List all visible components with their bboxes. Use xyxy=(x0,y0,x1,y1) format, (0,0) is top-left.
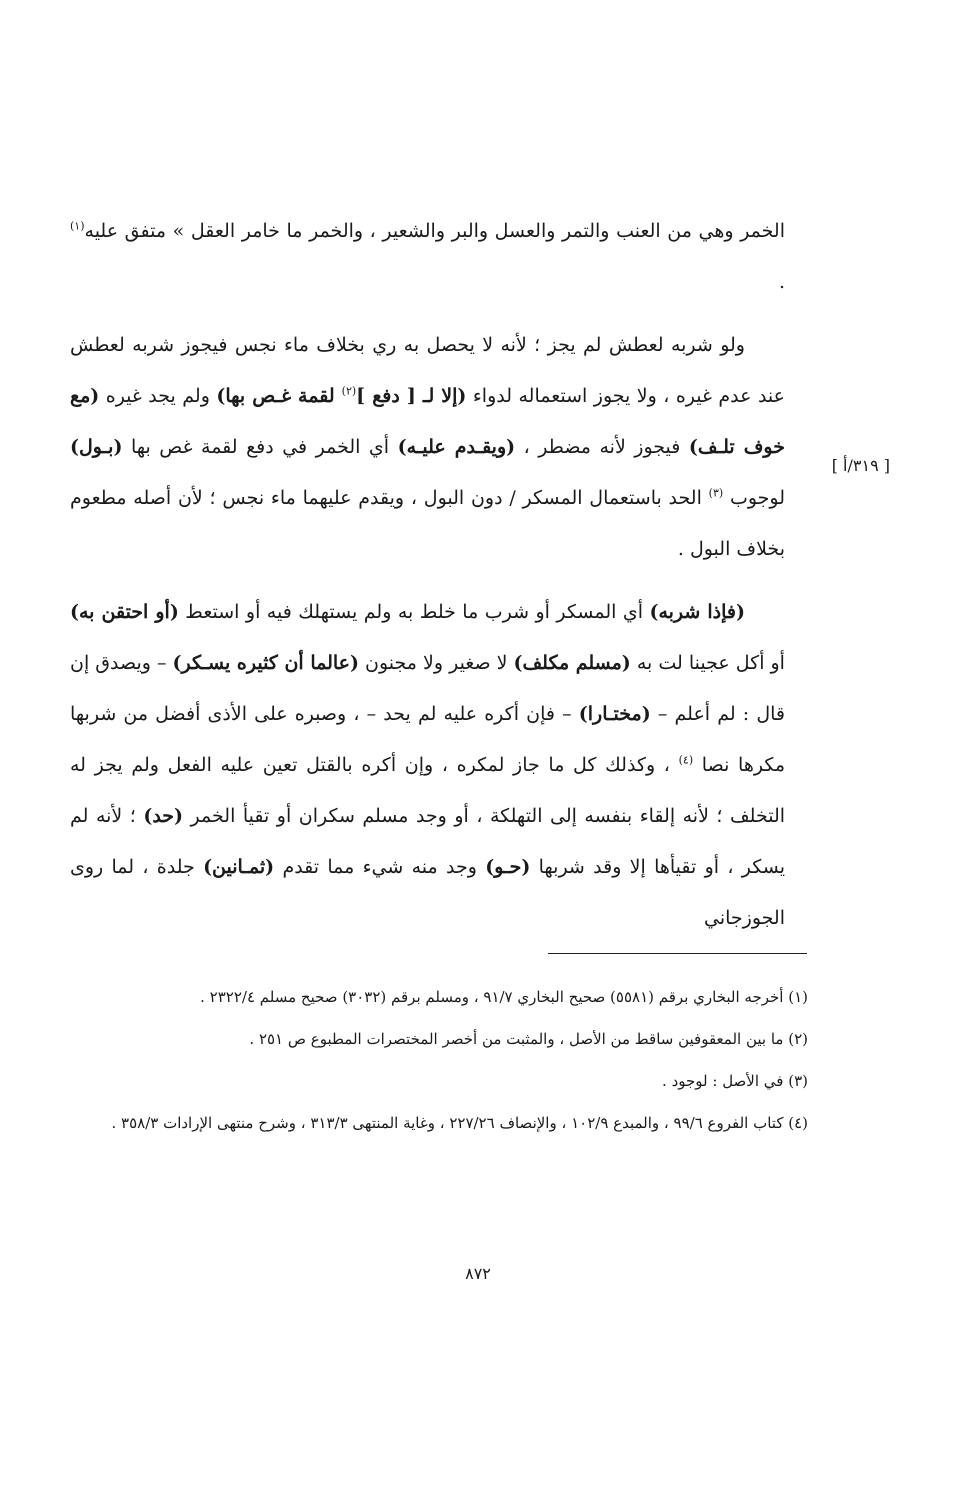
footnote-marker: (٣) xyxy=(708,486,724,500)
sharh-text: ولو شربه لعطش لم يجز ؛ لأنه لا يحصل به ري بخلاف ماء نجس فيجوز شربه لعطش عند عدم غيره ، ولا يجوز استعماله لدواء xyxy=(70,334,785,407)
matn-text: (بـول) xyxy=(70,436,123,458)
footnotes-section xyxy=(78,982,808,1150)
footnote-separator xyxy=(548,953,807,954)
matn-text: (عالما أن كثيره يسـكر) xyxy=(172,652,359,674)
matn-text: (إلا لـ [ دفع ] xyxy=(356,385,467,407)
sharh-text: ولم يجد غيره xyxy=(99,385,217,407)
sharh-text: أو أكل عجينا لت به xyxy=(630,652,785,674)
sharh-text: – فإن أكره عليه لم يحد – ، وصبره على الأذى أفضل من شربها مكرها نصا xyxy=(70,703,785,776)
sharh-text: لوجوب xyxy=(723,487,785,509)
sharh-text: ؛ لأنه لم يسكر ، أو تقيأها إلا وقد شربها xyxy=(70,805,785,878)
paragraph xyxy=(70,206,785,308)
footnote-marker: (٢) xyxy=(341,384,357,398)
footnote-2: (٢) ما بين المعقوفين ساقط من الأصل ، والمثبت من أخصر المختصرات المطبوع ص ٢٥١ . xyxy=(249,1030,808,1048)
footnote-3: (٣) في الأصل : لوجود . xyxy=(662,1072,808,1090)
sharh-text: الحد باستعمال المسكر / دون البول ، ويقدم عليهما ماء نجس ؛ لأن أصله مطعوم بخلاف البول . xyxy=(70,487,785,560)
sharh-text: فيجوز لأنه مضطر ، xyxy=(515,436,689,458)
paragraph xyxy=(70,320,785,575)
matn-text: لقمة غـص بها) xyxy=(216,385,342,407)
sharh-text: . xyxy=(778,271,785,293)
matn-text: (فإذا شربه) xyxy=(649,601,745,623)
matn-text: (مع خوف تلـف) xyxy=(70,385,785,458)
paragraph xyxy=(70,587,785,944)
matn-text: (حـو) xyxy=(485,856,531,878)
matn-text: (ثمـانين) xyxy=(203,856,275,878)
sharh-text: وجد منه شيء مما تقدم xyxy=(274,856,486,878)
matn-text: (أو احتقن به) xyxy=(70,601,179,623)
matn-text: (ويقـدم عليـه) xyxy=(397,436,516,458)
sharh-text: أي المسكر أو شرب ما خلط به ولم يستهلك فيه أو استعط xyxy=(178,601,650,623)
sharh-text: – ويصدق إن قال : لم أعلم – xyxy=(70,652,786,725)
footnote-1: (١) أخرجه البخاري برقم (٥٥٨١) صحيح البخاري ٩١/٧ ، ومسلم برقم (٣٠٣٢) صحيح مسلم ٢٣٢٢/٤ . xyxy=(200,988,808,1006)
page-number: ٨٧٢ xyxy=(465,1264,491,1283)
footnote-4: (٤) كتاب الفروع ٩٩/٦ ، والمبدع ١٠٢/٩ ، والإنصاف ٢٢٧/٢٦ ، وغاية المنتهى ٣١٣/٣ ، وشرح منتهى الإرادات ٣٥٨/٣ . xyxy=(111,1114,808,1132)
matn-text: (حد) xyxy=(143,805,184,827)
manuscript-folio-reference: [ ٣١٩/أ ] xyxy=(831,456,890,475)
matn-text: (مسلم مكلف) xyxy=(513,652,631,674)
footnote-marker: (١) xyxy=(70,219,85,233)
sharh-text: جلدة ، لما روى الجوزجاني xyxy=(70,856,785,929)
footnote-marker: (٤) xyxy=(678,753,694,767)
sharh-text: الخمر وهي من العنب والتمر والعسل والبر والشعير ، والخمر ما خامر العقل » متفق عليه xyxy=(84,220,785,242)
main-text-body xyxy=(70,206,785,956)
sharh-text: لا صغير ولا مجنون xyxy=(359,652,514,674)
sharh-text: أي الخمر في دفع لقمة غص بها xyxy=(122,436,398,458)
sharh-text: ، وكذلك كل ما جاز لمكره ، وإن أكره بالقتل تعين عليه الفعل ولم يجز له التخلف ؛ لأنه إلقاء بنفسه إلى التهلكة ، أو وجد مسلم سكران أو تقيأ الخمر xyxy=(70,754,786,827)
matn-text: (مختـارا) xyxy=(578,703,651,725)
